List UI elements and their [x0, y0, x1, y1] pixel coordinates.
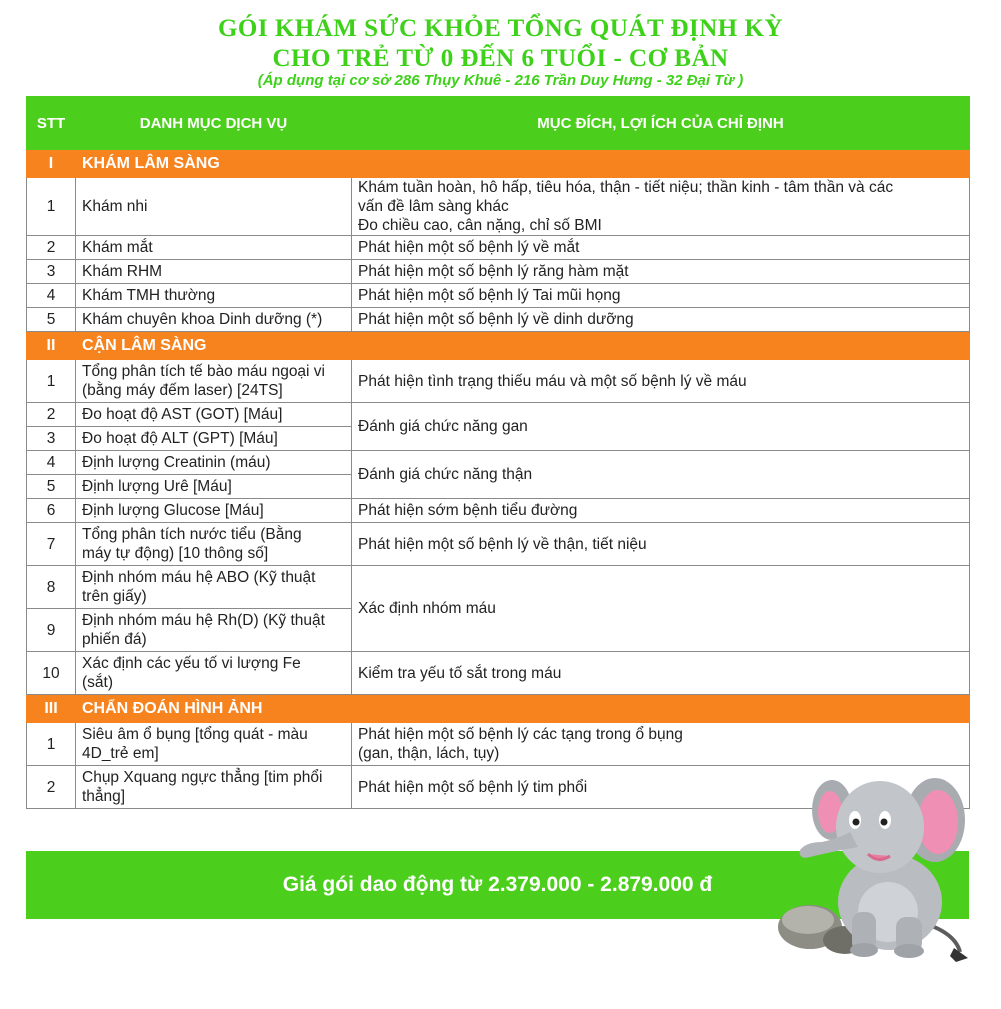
row-purpose: Kiểm tra yếu tố sắt trong máu — [352, 652, 970, 695]
service-line: Định nhóm máu hệ Rh(D) (Kỹ thuật — [82, 612, 325, 629]
row-number: 1 — [27, 723, 76, 766]
elephant-illustration — [770, 762, 980, 972]
service-line: Xác định các yếu tố vi lượng Fe — [82, 655, 301, 672]
row-purpose: Phát hiện một số bệnh lý răng hàm mặt — [352, 260, 970, 284]
header-stt: STT — [27, 97, 76, 150]
row-service — [76, 566, 352, 609]
service-line: (bằng máy đếm laser) [24TS] — [82, 382, 283, 399]
section-name: CẬN LÂM SÀNG — [76, 332, 352, 360]
row-purpose: Phát hiện một số bệnh lý Tai mũi họng — [352, 284, 970, 308]
service-line: Siêu âm ổ bụng [tổng quát - màu — [82, 726, 308, 743]
row-service: Định lượng Creatinin (máu) — [76, 451, 352, 475]
header-service: DANH MỤC DỊCH VỤ — [76, 97, 352, 150]
service-line: phiến đá) — [82, 631, 147, 648]
service-line: Tổng phân tích tế bào máu ngoại vi — [82, 363, 325, 380]
section-roman: II — [27, 332, 76, 360]
row-number: 1 — [27, 178, 76, 236]
table-header-row — [27, 97, 970, 150]
service-line: Tổng phân tích nước tiểu (Bằng — [82, 526, 302, 543]
service-line: Chụp Xquang ngực thẳng [tim phổi — [82, 769, 323, 786]
table-row — [27, 284, 970, 308]
title-subtitle: (Áp dụng tại cơ sở 286 Thụy Khuê - 216 Trần Duy Hưng - 32 Đại Từ ) — [257, 72, 744, 89]
row-number: 5 — [27, 475, 76, 499]
row-purpose: Phát hiện sớm bệnh tiểu đường — [352, 499, 970, 523]
row-purpose: Phát hiện một số bệnh lý về thận, tiết niệu — [352, 523, 970, 566]
row-purpose: Đánh giá chức năng thận — [352, 451, 970, 499]
purpose-line: (gan, thận, lách, tụy) — [358, 745, 500, 762]
row-purpose: Phát hiện một số bệnh lý tim phổi — [352, 766, 970, 809]
table-row — [27, 523, 970, 566]
purpose-line: Khám tuần hoàn, hô hấp, tiêu hóa, thận - tiết niệu; thần kinh - tâm thần và các — [358, 179, 894, 196]
purpose-line: Đo chiều cao, cân nặng, chỉ số BMI — [358, 217, 602, 234]
title-line-1: GÓI KHÁM SỨC KHỎE TỔNG QUÁT ĐỊNH KỲ — [217, 15, 783, 42]
service-line: trên giấy) — [82, 588, 147, 605]
table-row — [27, 723, 970, 766]
section-roman: I — [27, 150, 76, 178]
title-line-2: CHO TRẺ TỪ 0 ĐẾN 6 TUỔI - CƠ BẢN — [272, 45, 729, 72]
row-purpose: Phát hiện một số bệnh lý về dinh dưỡng — [352, 308, 970, 332]
row-number: 3 — [27, 260, 76, 284]
section-name: CHẨN ĐOÁN HÌNH ẢNH — [76, 695, 352, 723]
row-purpose — [352, 723, 970, 766]
service-line: 4D_trẻ em] — [82, 745, 159, 762]
row-service: Định lượng Urê [Máu] — [76, 475, 352, 499]
row-number: 5 — [27, 308, 76, 332]
row-service: Định lượng Glucose [Máu] — [76, 499, 352, 523]
service-line: Định nhóm máu hệ ABO (Kỹ thuật — [82, 569, 316, 586]
table-row — [27, 236, 970, 260]
row-number: 4 — [27, 284, 76, 308]
service-line: (sắt) — [82, 674, 113, 691]
row-service — [76, 523, 352, 566]
section-name: KHÁM LÂM SÀNG — [76, 150, 352, 178]
section-empty-cell — [352, 332, 970, 360]
table-row — [27, 499, 970, 523]
table-row — [27, 652, 970, 695]
row-purpose — [352, 178, 970, 236]
price-banner: Giá gói dao động từ 2.379.000 - 2.879.000 đ — [26, 851, 969, 919]
row-number: 9 — [27, 609, 76, 652]
row-number: 10 — [27, 652, 76, 695]
table-row — [27, 308, 970, 332]
row-number: 4 — [27, 451, 76, 475]
row-purpose: Xác định nhóm máu — [352, 566, 970, 652]
row-purpose: Đánh giá chức năng gan — [352, 403, 970, 451]
section-empty-cell — [352, 150, 970, 178]
section-empty-cell — [352, 695, 970, 723]
service-line: thẳng] — [82, 788, 126, 805]
row-number: 1 — [27, 360, 76, 403]
section-roman: III — [27, 695, 76, 723]
row-number: 3 — [27, 427, 76, 451]
row-service: Đo hoạt độ ALT (GPT) [Máu] — [76, 427, 352, 451]
table-row — [27, 403, 970, 427]
section-header-1 — [27, 150, 970, 178]
row-service — [76, 609, 352, 652]
row-service — [76, 652, 352, 695]
row-service — [76, 723, 352, 766]
service-line: máy tự động) [10 thông số] — [82, 545, 269, 562]
row-purpose: Phát hiện một số bệnh lý về mắt — [352, 236, 970, 260]
header-purpose: MỤC ĐÍCH, LỢI ÍCH CỦA CHỈ ĐỊNH — [352, 97, 970, 150]
row-service: Khám TMH thường — [76, 284, 352, 308]
table-row — [27, 178, 970, 236]
table-row — [27, 260, 970, 284]
table-row — [27, 451, 970, 475]
row-number: 8 — [27, 566, 76, 609]
row-service: Đo hoạt độ AST (GOT) [Máu] — [76, 403, 352, 427]
service-table — [26, 96, 970, 809]
row-service: Khám nhi — [76, 178, 352, 236]
row-service — [76, 766, 352, 809]
row-number: 7 — [27, 523, 76, 566]
section-header-3 — [27, 695, 970, 723]
row-number: 6 — [27, 499, 76, 523]
table-row — [27, 360, 970, 403]
purpose-line: vấn đề lâm sàng khác — [358, 198, 509, 215]
purpose-line: Phát hiện một số bệnh lý các tạng trong ổ bụng — [358, 726, 683, 743]
row-service — [76, 360, 352, 403]
table-row — [27, 566, 970, 609]
row-number: 2 — [27, 766, 76, 809]
row-service: Khám chuyên khoa Dinh dưỡng (*) — [76, 308, 352, 332]
row-number: 2 — [27, 236, 76, 260]
row-number: 2 — [27, 403, 76, 427]
row-service: Khám RHM — [76, 260, 352, 284]
row-purpose: Phát hiện tình trạng thiếu máu và một số bệnh lý về máu — [352, 360, 970, 403]
row-service: Khám mắt — [76, 236, 352, 260]
section-header-2 — [27, 332, 970, 360]
